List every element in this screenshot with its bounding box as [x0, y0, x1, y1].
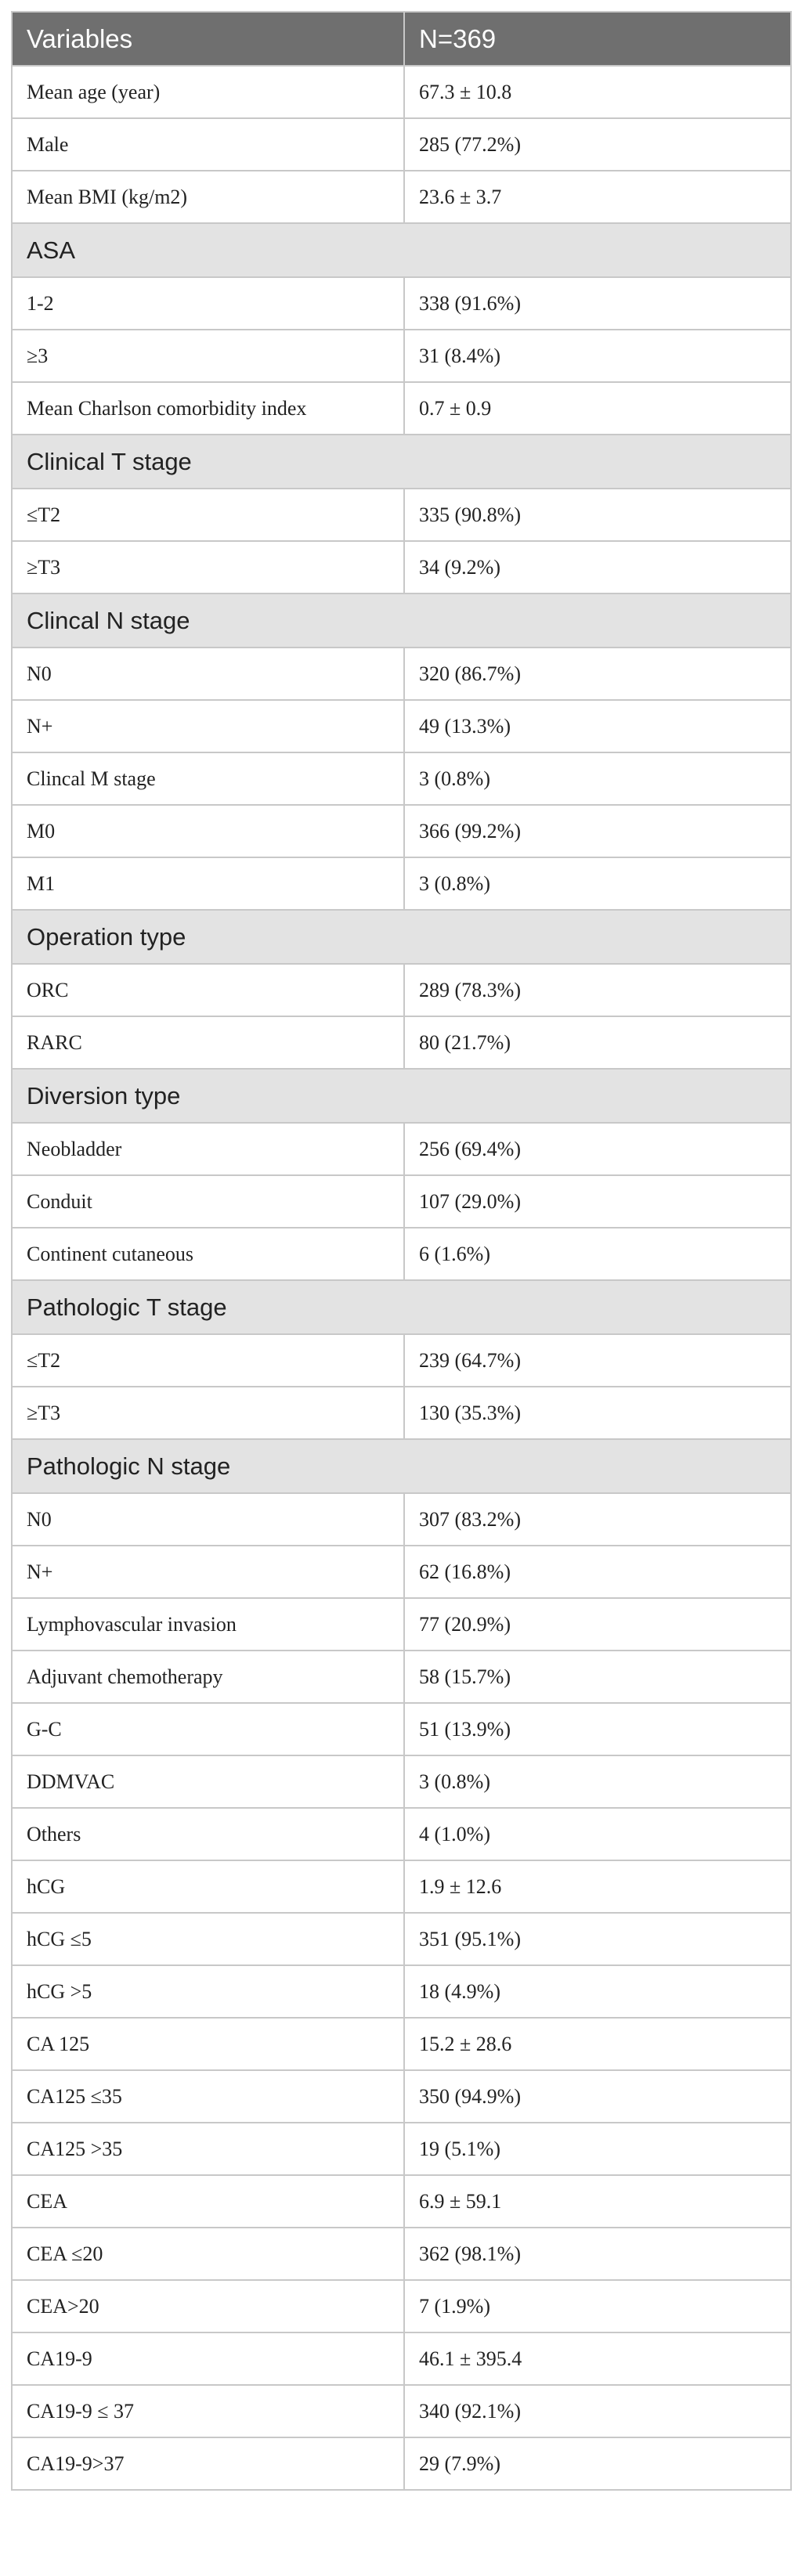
table-row [12, 1808, 791, 1860]
variable-cell: DDMVAC [12, 1755, 404, 1808]
baseline-characteristics-table [11, 11, 790, 2491]
value-cell: 362 (98.1%) [404, 2228, 791, 2280]
variable-cell: CEA ≤20 [12, 2228, 404, 2280]
table-row [12, 2332, 791, 2385]
table-row [12, 1598, 791, 1651]
value-cell: 29 (7.9%) [404, 2437, 791, 2490]
section-label: Clincal N stage [12, 593, 791, 648]
value-cell: 256 (69.4%) [404, 1123, 791, 1175]
variable-cell: ≥T3 [12, 541, 404, 593]
variable-cell: CEA [12, 2175, 404, 2228]
table-row [12, 2018, 791, 2070]
section-label: ASA [12, 223, 791, 277]
section-label: Diversion type [12, 1069, 791, 1123]
value-cell: 107 (29.0%) [404, 1175, 791, 1228]
value-cell: 340 (92.1%) [404, 2385, 791, 2437]
table-row [12, 489, 791, 541]
table-row [12, 2228, 791, 2280]
variable-cell: ≥3 [12, 330, 404, 382]
value-cell: 51 (13.9%) [404, 1703, 791, 1755]
variable-cell: hCG [12, 1860, 404, 1913]
table-row [12, 752, 791, 805]
table-row [12, 2175, 791, 2228]
table-row [12, 1387, 791, 1439]
variable-cell: ≤T2 [12, 489, 404, 541]
table-row [12, 1175, 791, 1228]
variable-cell: G-C [12, 1703, 404, 1755]
value-cell: 7 (1.9%) [404, 2280, 791, 2332]
table-row [12, 1755, 791, 1808]
table-row [12, 964, 791, 1016]
variable-cell: 1-2 [12, 277, 404, 330]
table-row [12, 541, 791, 593]
variable-cell: ≥T3 [12, 1387, 404, 1439]
variable-cell: Clincal M stage [12, 752, 404, 805]
value-cell: 366 (99.2%) [404, 805, 791, 857]
table-row [12, 1703, 791, 1755]
section-row [12, 1439, 791, 1493]
variable-cell: Mean BMI (kg/m2) [12, 171, 404, 223]
variable-cell: Adjuvant chemotherapy [12, 1651, 404, 1703]
table-header [12, 12, 791, 66]
table-body [12, 66, 791, 2490]
table-row [12, 2070, 791, 2123]
table-row [12, 118, 791, 171]
table-row [12, 805, 791, 857]
variable-cell: Continent cutaneous [12, 1228, 404, 1280]
variable-cell: hCG ≤5 [12, 1913, 404, 1965]
section-row [12, 435, 791, 489]
value-cell: 34 (9.2%) [404, 541, 791, 593]
value-cell: 6.9 ± 59.1 [404, 2175, 791, 2228]
value-cell: 338 (91.6%) [404, 277, 791, 330]
value-cell: 335 (90.8%) [404, 489, 791, 541]
table-row [12, 857, 791, 910]
header-count: N=369 [404, 12, 791, 66]
table-row [12, 1334, 791, 1387]
value-cell: 46.1 ± 395.4 [404, 2332, 791, 2385]
table-row [12, 648, 791, 700]
table-row [12, 1651, 791, 1703]
section-row [12, 1069, 791, 1123]
table-row [12, 1860, 791, 1913]
variable-cell: CA125 >35 [12, 2123, 404, 2175]
value-cell: 15.2 ± 28.6 [404, 2018, 791, 2070]
table-row [12, 1546, 791, 1598]
variable-cell: Neobladder [12, 1123, 404, 1175]
value-cell: 19 (5.1%) [404, 2123, 791, 2175]
value-cell: 0.7 ± 0.9 [404, 382, 791, 435]
variable-cell: Conduit [12, 1175, 404, 1228]
value-cell: 320 (86.7%) [404, 648, 791, 700]
value-cell: 62 (16.8%) [404, 1546, 791, 1598]
value-cell: 1.9 ± 12.6 [404, 1860, 791, 1913]
variable-cell: Mean age (year) [12, 66, 404, 118]
variable-cell: Lymphovascular invasion [12, 1598, 404, 1651]
variable-cell: CEA>20 [12, 2280, 404, 2332]
variable-cell: CA 125 [12, 2018, 404, 2070]
section-label: Pathologic N stage [12, 1439, 791, 1493]
value-cell: 4 (1.0%) [404, 1808, 791, 1860]
table-row [12, 2385, 791, 2437]
value-cell: 351 (95.1%) [404, 1913, 791, 1965]
value-cell: 49 (13.3%) [404, 700, 791, 752]
variable-cell: N0 [12, 1493, 404, 1546]
value-cell: 58 (15.7%) [404, 1651, 791, 1703]
variable-cell: N0 [12, 648, 404, 700]
value-cell: 285 (77.2%) [404, 118, 791, 171]
value-cell: 3 (0.8%) [404, 1755, 791, 1808]
variable-cell: N+ [12, 1546, 404, 1598]
variable-cell: Male [12, 118, 404, 171]
value-cell: 289 (78.3%) [404, 964, 791, 1016]
value-cell: 67.3 ± 10.8 [404, 66, 791, 118]
value-cell: 18 (4.9%) [404, 1965, 791, 2018]
variable-cell: RARC [12, 1016, 404, 1069]
variable-cell: hCG >5 [12, 1965, 404, 2018]
table-row [12, 66, 791, 118]
variable-cell: N+ [12, 700, 404, 752]
section-row [12, 910, 791, 964]
table-row [12, 1123, 791, 1175]
value-cell: 31 (8.4%) [404, 330, 791, 382]
variable-cell: Others [12, 1808, 404, 1860]
table-row [12, 1493, 791, 1546]
table-row [12, 277, 791, 330]
table-row [12, 1965, 791, 2018]
variable-cell: Mean Charlson comorbidity index [12, 382, 404, 435]
variable-cell: CA125 ≤35 [12, 2070, 404, 2123]
value-cell: 23.6 ± 3.7 [404, 171, 791, 223]
value-cell: 130 (35.3%) [404, 1387, 791, 1439]
variable-cell: M0 [12, 805, 404, 857]
variable-cell: CA19-9>37 [12, 2437, 404, 2490]
section-row [12, 593, 791, 648]
variable-cell: M1 [12, 857, 404, 910]
value-cell: 77 (20.9%) [404, 1598, 791, 1651]
value-cell: 307 (83.2%) [404, 1493, 791, 1546]
table-row [12, 700, 791, 752]
value-cell: 3 (0.8%) [404, 857, 791, 910]
table-row [12, 330, 791, 382]
header-variables: Variables [12, 12, 404, 66]
variable-cell: CA19-9 ≤ 37 [12, 2385, 404, 2437]
table-row [12, 2280, 791, 2332]
variable-cell: ≤T2 [12, 1334, 404, 1387]
table-row [12, 2123, 791, 2175]
table-row [12, 1016, 791, 1069]
value-cell: 3 (0.8%) [404, 752, 791, 805]
value-cell: 80 (21.7%) [404, 1016, 791, 1069]
table-row [12, 382, 791, 435]
header-row [12, 12, 791, 66]
section-label: Pathologic T stage [12, 1280, 791, 1334]
value-cell: 350 (94.9%) [404, 2070, 791, 2123]
variable-cell: CA19-9 [12, 2332, 404, 2385]
section-row [12, 1280, 791, 1334]
table-row [12, 171, 791, 223]
section-label: Clinical T stage [12, 435, 791, 489]
table-row [12, 2437, 791, 2490]
table-row [12, 1913, 791, 1965]
value-cell: 6 (1.6%) [404, 1228, 791, 1280]
data-table [11, 11, 792, 2491]
value-cell: 239 (64.7%) [404, 1334, 791, 1387]
variable-cell: ORC [12, 964, 404, 1016]
table-row [12, 1228, 791, 1280]
section-label: Operation type [12, 910, 791, 964]
section-row [12, 223, 791, 277]
